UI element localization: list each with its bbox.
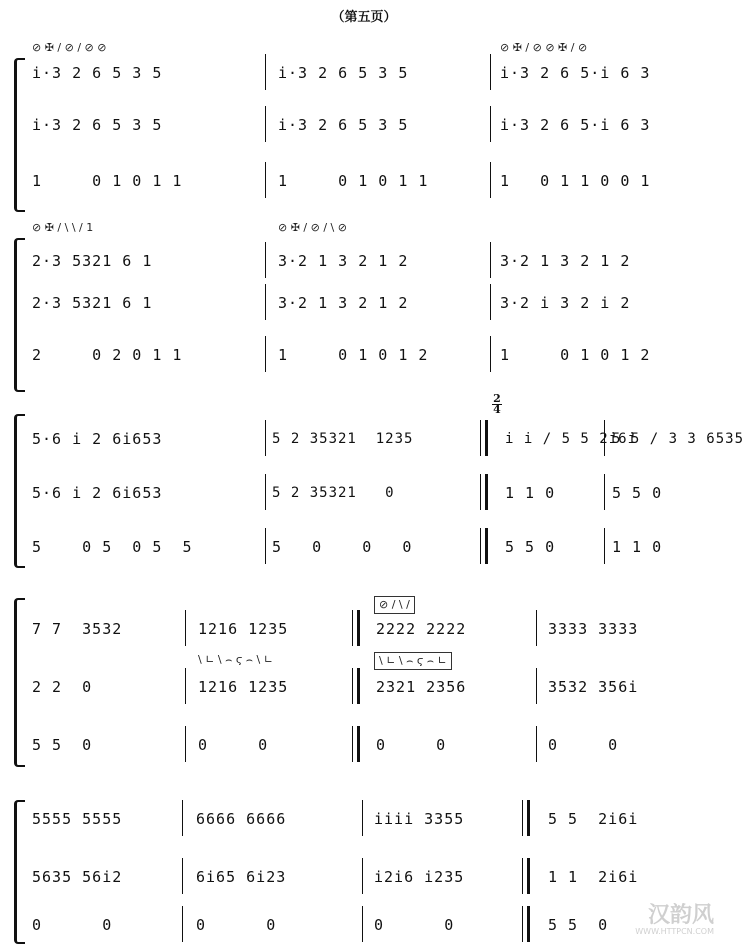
measure: 5 5 0 — [548, 916, 609, 934]
measure: 1216 1235 — [198, 678, 289, 696]
ornament-box: ⊘ / \ / — [374, 596, 415, 614]
barline — [265, 474, 266, 510]
measure: 1 1 0 — [612, 538, 663, 556]
barline — [182, 858, 183, 894]
measure: 1216 1235 — [198, 620, 289, 638]
barline — [604, 528, 605, 564]
watermark-text: 汉韵风 — [647, 903, 714, 928]
measure: iiii 3355 — [374, 810, 465, 828]
melody-row — [0, 806, 728, 832]
middle-row — [0, 112, 728, 138]
repeat-barline — [522, 858, 530, 894]
barline — [604, 420, 605, 456]
measure: 2321 2356 — [376, 678, 467, 696]
measure: i·3 2 6 5 3 5 — [278, 116, 409, 134]
measure: 2 2 0 — [32, 678, 93, 696]
measure: 7 7 3532 — [32, 620, 123, 638]
system-4 — [0, 588, 728, 768]
time-signature-top: 2 — [493, 392, 501, 405]
middle-row — [0, 864, 728, 890]
measure: 1 1 2i6i — [548, 868, 639, 886]
measure: 5 5 / 3 3 6535 — [612, 431, 744, 447]
site-watermark — [582, 896, 722, 936]
barline — [490, 162, 491, 198]
barline — [604, 474, 605, 510]
measure: 2·3 5321 6 1 — [32, 252, 153, 270]
barline — [265, 162, 266, 198]
barline — [182, 906, 183, 942]
measure: 5 2 35321 1235 — [272, 431, 414, 447]
measure: 5635 56i2 — [32, 868, 123, 886]
bass-row — [0, 534, 728, 560]
measure: 5 5 0 — [612, 484, 663, 502]
melody-row — [0, 616, 728, 642]
measure: 5 5 0 — [32, 736, 93, 754]
time-signature — [492, 394, 502, 415]
system-3 — [0, 392, 744, 572]
middle-row — [0, 480, 728, 506]
melody-row — [0, 426, 744, 452]
measure: 0 0 — [548, 736, 619, 754]
watermark-url: WWW.HTTPCN.COM — [635, 927, 714, 936]
ornament-box: \ ∟ \ ⌢ ϛ ⌢ ∟ — [374, 652, 452, 670]
measure: 1 0 1 1 0 0 1 — [500, 172, 651, 190]
barline — [265, 336, 266, 372]
measure: 3532 356i — [548, 678, 639, 696]
barline — [265, 420, 266, 456]
measure: 0 0 — [196, 916, 277, 934]
ornament-row: ⊘ ✠ / ⊘ / ⊘ ⊘ — [32, 41, 107, 54]
measure: 3·2 1 3 2 1 2 — [500, 252, 631, 270]
repeat-barline — [352, 668, 360, 704]
repeat-barline — [522, 800, 530, 836]
measure: i·3 2 6 5·i 6 3 — [500, 64, 651, 82]
measure: 2 0 2 0 1 1 — [32, 346, 183, 364]
barline — [490, 284, 491, 320]
barline — [185, 610, 186, 646]
measure: 1 0 1 0 1 2 — [500, 346, 651, 364]
measure: 2222 2222 — [376, 620, 467, 638]
barline — [265, 528, 266, 564]
measure: i i / 5 5 2i6i — [505, 431, 638, 447]
bass-row — [0, 168, 728, 194]
repeat-barline — [480, 528, 488, 564]
bass-row — [0, 342, 728, 368]
measure: 5 5 2i6i — [548, 810, 639, 828]
barline — [265, 54, 266, 90]
ornament-row: ⊘ ✠ / ⊘ / \ ⊘ — [278, 221, 347, 234]
barline — [536, 610, 537, 646]
measure: 5 0 5 0 5 5 — [32, 538, 193, 556]
repeat-barline — [522, 906, 530, 942]
system-2 — [0, 218, 728, 388]
measure: 3·2 1 3 2 1 2 — [278, 252, 409, 270]
measure: i2i6 i235 — [374, 868, 465, 886]
ornament-row: ⊘ ✠ / ⊘ ⊘ ✠ / ⊘ — [500, 41, 588, 54]
measure: i·3 2 6 5·i 6 3 — [500, 116, 651, 134]
measure: 3333 3333 — [548, 620, 639, 638]
melody-row — [0, 60, 728, 86]
measure: 0 0 — [374, 916, 455, 934]
measure: 5555 5555 — [32, 810, 123, 828]
repeat-barline — [480, 474, 488, 510]
measure: 6666 6666 — [196, 810, 287, 828]
repeat-barline — [480, 420, 488, 456]
barline — [182, 800, 183, 836]
measure: i·3 2 6 5 3 5 — [32, 64, 163, 82]
measure: 1 1 0 — [505, 484, 556, 502]
barline — [185, 726, 186, 762]
measure: 1 0 1 0 1 2 — [278, 346, 429, 364]
barline — [490, 106, 491, 142]
measure: 5 5 0 — [505, 538, 556, 556]
middle-row — [0, 290, 728, 316]
measure: 0 0 — [376, 736, 447, 754]
measure: i·3 2 6 5 3 5 — [278, 64, 409, 82]
measure: i·3 2 6 5 3 5 — [32, 116, 163, 134]
barline — [265, 106, 266, 142]
measure: 0 0 — [32, 916, 113, 934]
barline — [490, 242, 491, 278]
measure: 0 0 — [198, 736, 269, 754]
ornament-row: \ ∟ \ ⌢ ϛ ⌢ \ ∟ — [198, 653, 273, 666]
system-1 — [0, 38, 728, 208]
measure: 5·6 i 2 6i653 — [32, 484, 163, 502]
barline — [362, 858, 363, 894]
measure: 3·2 1 3 2 1 2 — [278, 294, 409, 312]
repeat-barline — [352, 610, 360, 646]
measure: 6i65 6i23 — [196, 868, 287, 886]
measure: 3·2 i 3 2 i 2 — [500, 294, 631, 312]
barline — [536, 668, 537, 704]
barline — [185, 668, 186, 704]
barline — [490, 336, 491, 372]
barline — [265, 284, 266, 320]
measure: 1 0 1 0 1 1 — [32, 172, 183, 190]
ornament-row: ⊘ ✠ / \ \ / 1 — [32, 221, 94, 234]
measure: 1 0 1 0 1 1 — [278, 172, 429, 190]
time-signature-bottom: 4 — [493, 403, 501, 416]
repeat-barline — [352, 726, 360, 762]
barline — [536, 726, 537, 762]
barline — [490, 54, 491, 90]
measure: 5 0 0 0 — [272, 538, 413, 556]
barline — [362, 800, 363, 836]
measure: 5·6 i 2 6i653 — [32, 430, 163, 448]
measure: 5 2 35321 0 — [272, 485, 395, 501]
page-title: （第五页） — [331, 10, 397, 25]
barline — [265, 242, 266, 278]
melody-row — [0, 248, 728, 274]
barline — [362, 906, 363, 942]
measure: 2·3 5321 6 1 — [32, 294, 153, 312]
bass-row — [0, 732, 728, 758]
middle-row — [0, 674, 728, 700]
